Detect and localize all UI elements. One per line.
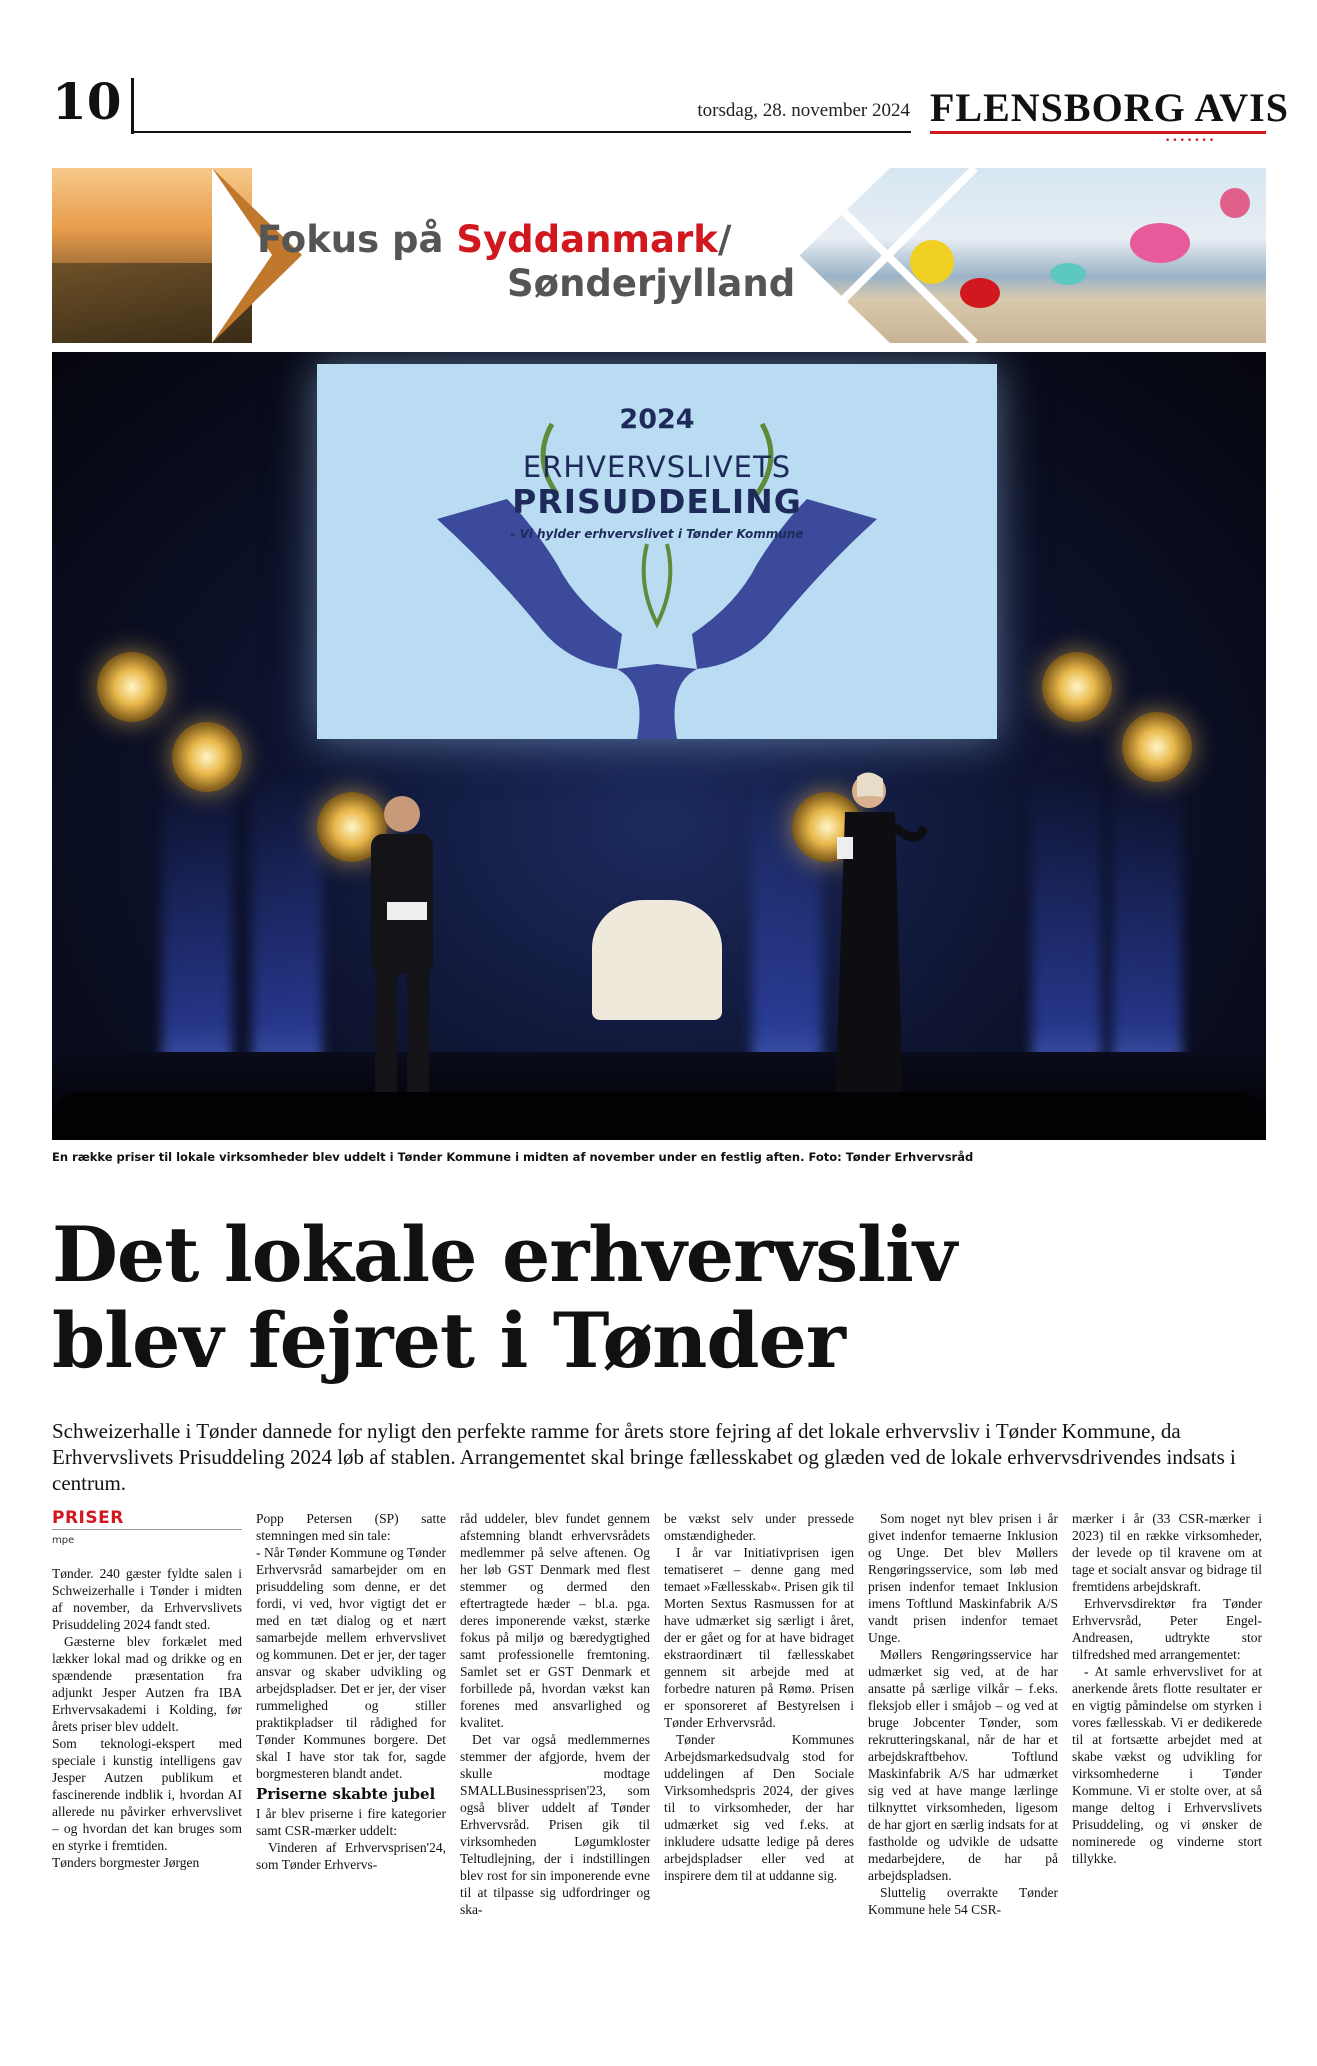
projection-screen xyxy=(317,364,997,739)
newspaper-logo-text: FLENSBORG AVIS xyxy=(930,85,1289,130)
article-lede: Schweizerhalle i Tønder dannede for nyligt den perfekte ramme for årets store fejring af det lokale erhvervsliv i Tønder Kommune, da Erhvervslivets Prisuddeling 2024 løb af stablen. Arrangementet skal bringe fællesskabet og glæden ved de lokale erhvervsdrivendes indsats i centrum. xyxy=(52,1419,1236,1495)
newspaper-logo xyxy=(930,85,1289,146)
body-column-6 xyxy=(1072,1510,1262,1867)
article-body xyxy=(52,1510,1266,1950)
paragraph: - Når Tønder Kommune og Tønder Erhvervsråd samarbejder om en prisuddeling som denne, er det fordi, vi ved, hvor vigtigt det er med en tæt dialog og et nært samarbejde mellem erhvervslivet og kommunen. Det er jer, der tager ansvar og skaber udvikling og arbejdspladser. Det er jer, der viser rummelighed og stiller praktikpladser til rådighed for Tønder Kommunes borgere. Det skal I have stor tak for, sagde borgmesteren blandt andet. xyxy=(256,1545,446,1781)
article-kicker: PRISER xyxy=(52,1508,124,1528)
body-column-4 xyxy=(664,1510,854,1884)
paragraph: Gæsterne blev forkælet med lækker lokal mad og drikke og en spændende præsentation fra adjunkt Jesper Autzen fra IBA Erhvervsakademi i Kolding, før årets priser blev uddelt. xyxy=(52,1634,242,1734)
paragraph: Tønder Kommunes Arbejdsmarkedsudvalg stod for uddelingen af Den Sociale Virksomhedspris 2024, der gives til to virksomheder, der har udmærket sig ved f.eks. at inkludere udsatte ledige på deres arbejdspladser eller ved at inspirere dem til at uddanne sig. xyxy=(664,1732,854,1883)
body-column-3 xyxy=(460,1510,650,1918)
issue-date: torsdag, 28. november 2024 xyxy=(697,100,910,121)
stage-spotlight xyxy=(1122,712,1192,782)
paragraph: Tønders borgmester Jørgen xyxy=(52,1855,200,1870)
section-title-line2: Sønderjylland xyxy=(507,262,796,305)
paragraph: Sluttelig overrakte Tønder Kommune hele 54 CSR- xyxy=(868,1885,1058,1917)
stage-spotlight xyxy=(97,652,167,722)
paragraph: Som noget nyt blev prisen i år givet indenfor temaerne Inklusion og Unge. Det blev Møllers Rengøringsservice, som løb med prisen indenfor temaet Inklusion imens Toftlund Maskinfabrik A/S vandt prisen indenfor temaet Unge. xyxy=(868,1511,1058,1645)
logo-underline xyxy=(930,131,1266,134)
screen-tagline: - Vi hylder erhvervslivet i Tønder Kommune xyxy=(510,527,804,541)
screen-title-line1: ERHVERVSLIVETS xyxy=(522,450,792,484)
masthead-rule xyxy=(131,131,911,133)
paragraph: Det var også medlemmernes stemmer der afgjorde, hvem der skulle modtage SMALLBusinessprisen'23, som også bliver uddelt af Tønder Erhvervsråd. Prisen gik til virksomheden Løgumkloster Teltudlejning, der i indstillingen blev rost for sin imponerende evne til at tilpasse sig udfordringer og ska- xyxy=(460,1732,650,1917)
photo-caption: En række priser til lokale virksomheder blev uddelt i Tønder Kommune i midten af november under en festlig aften. Foto: Tønder Erhvervsråd xyxy=(52,1150,974,1164)
presenter-man xyxy=(357,792,447,1112)
paragraph: be vækst selv under pressede omstændigheder. xyxy=(664,1511,854,1543)
paragraph: Som teknologi-ekspert med speciale i kunstig intelligens gav Jesper Autzen publikum et fascinerende indblik i, hvordan AI allerede nu påvirker erhvervslivet – og hvordan det kan bruges som en styrke i fremtiden. xyxy=(52,1736,242,1853)
presenter-woman xyxy=(817,767,927,1112)
article-byline: mpe xyxy=(52,1535,75,1546)
headline-line2: blev fejret i Tønder xyxy=(52,1296,845,1385)
section-title xyxy=(257,218,795,306)
logo-dots: ••••••• xyxy=(1165,136,1217,146)
body-column-2 xyxy=(256,1510,446,1873)
section-title-slash: / xyxy=(717,218,732,261)
section-banner xyxy=(52,168,1266,343)
banner-x-overlay xyxy=(800,168,1266,343)
masthead-divider xyxy=(131,78,134,134)
section-title-highlight: Syddanmark xyxy=(456,218,718,261)
article-headline xyxy=(52,1212,1266,1384)
paragraph: Erhvervsdirektør fra Tønder Erhvervsråd, Peter Engel-Andreasen, udtrykte stor tilfredshed med arrangementet: xyxy=(1072,1596,1262,1662)
paragraph: Møllers Rengøringsservice har udmærket sig ved, at de har ansatte på særlige vilkår – f.eks. fleksjob eller i småjob – og ved at bruge Jobcenter Tønder, som rekrutteringskanal, når de har et arbejdskraftbehov. Toftlund Maskinfabrik A/S har udmærket sig ved at have mange lærlinge tilknyttet virksomheden, ligesom de har gjort en særlig indsats for at fastholde og udvikle de udsatte medarbejdere, de har på arbejdspladsen. xyxy=(868,1647,1058,1883)
stage-spotlight xyxy=(172,722,242,792)
paragraph: I år var Initiativprisen igen tematiseret – denne gang med temaet »Fællesskab«. Prisen gik til Morten Sextus Rasmussen for at have udmærket sig særligt i året, der er gået og for at have bidraget ekstraordinært til fællesskabet gennem sit arbejde med at forbedre naturen på Rømø. Prisen er sponsoreret af Bestyrelsen i Tønder Erhvervsråd. xyxy=(664,1545,854,1730)
paragraph: - At samle erhvervslivet for at anerkende årets flotte resultater er en vigtig påmindelse om styrken i vores fællesskab. Vi er dedikerede til at fortsætte arbejdet med at skabe vækst og udvikling for virksomhederne i Tønder Kommune. Vi er stolte over, at så mange deltog i Erhvervslivets Prisuddeling, og vi ønsker de nominerede og vinderne stort tillykke. xyxy=(1072,1664,1262,1866)
paragraph: Vinderen af Erhvervsprisen'24, som Tønder Erhvervs- xyxy=(256,1840,446,1872)
body-column-5 xyxy=(868,1510,1058,1918)
screen-year: 2024 xyxy=(619,404,695,435)
cocktail-table xyxy=(592,900,722,1020)
paragraph: Popp Petersen (SP) satte stemningen med sin tale: xyxy=(256,1511,446,1543)
page-number: 10 xyxy=(52,72,122,131)
paragraph: I år blev priserne i fire kategorier samt CSR-mærker uddelt: xyxy=(256,1806,446,1838)
main-photo xyxy=(52,352,1266,1140)
paragraph: mærker i år (33 CSR-mærker i 2023) til en række virksomheder, der levede op til kravene om at tage et socialt ansvar og bidrage til fremtidens arbejdskraft. xyxy=(1072,1511,1262,1594)
audience-silhouettes xyxy=(52,1092,1266,1140)
screen-title-line2: PRISUDDELING xyxy=(512,482,802,521)
headline-line1: Det lokale erhvervsliv xyxy=(52,1210,957,1299)
stage-spotlight xyxy=(1042,652,1112,722)
section-title-part1: Fokus på xyxy=(257,218,457,261)
body-column-1 xyxy=(52,1510,242,1871)
kicker-rule xyxy=(52,1529,242,1530)
subheading: Priserne skabte jubel xyxy=(256,1785,436,1803)
paragraph: Tønder. 240 gæster fyldte salen i Schweizerhalle i Tønder i midten af november, da Erhvervslivets Prisuddeling 2024 fandt sted. xyxy=(52,1566,242,1632)
paragraph: råd uddeler, blev fundet gennem afstemning blandt erhvervsrådets medlemmer på selve aftenen. Og her løb GST Denmark med flest stemmer og dermed den eftertragtede hæder – bl.a. pga. deres imponerende vækst, stærke fokus på miljø og bæredygtighed samt professionelle fremtoning. Samlet set er GST Denmark et forbillede på, hvordan vækst kan forenes med ansvarlighed og kvalitet. xyxy=(460,1511,650,1730)
